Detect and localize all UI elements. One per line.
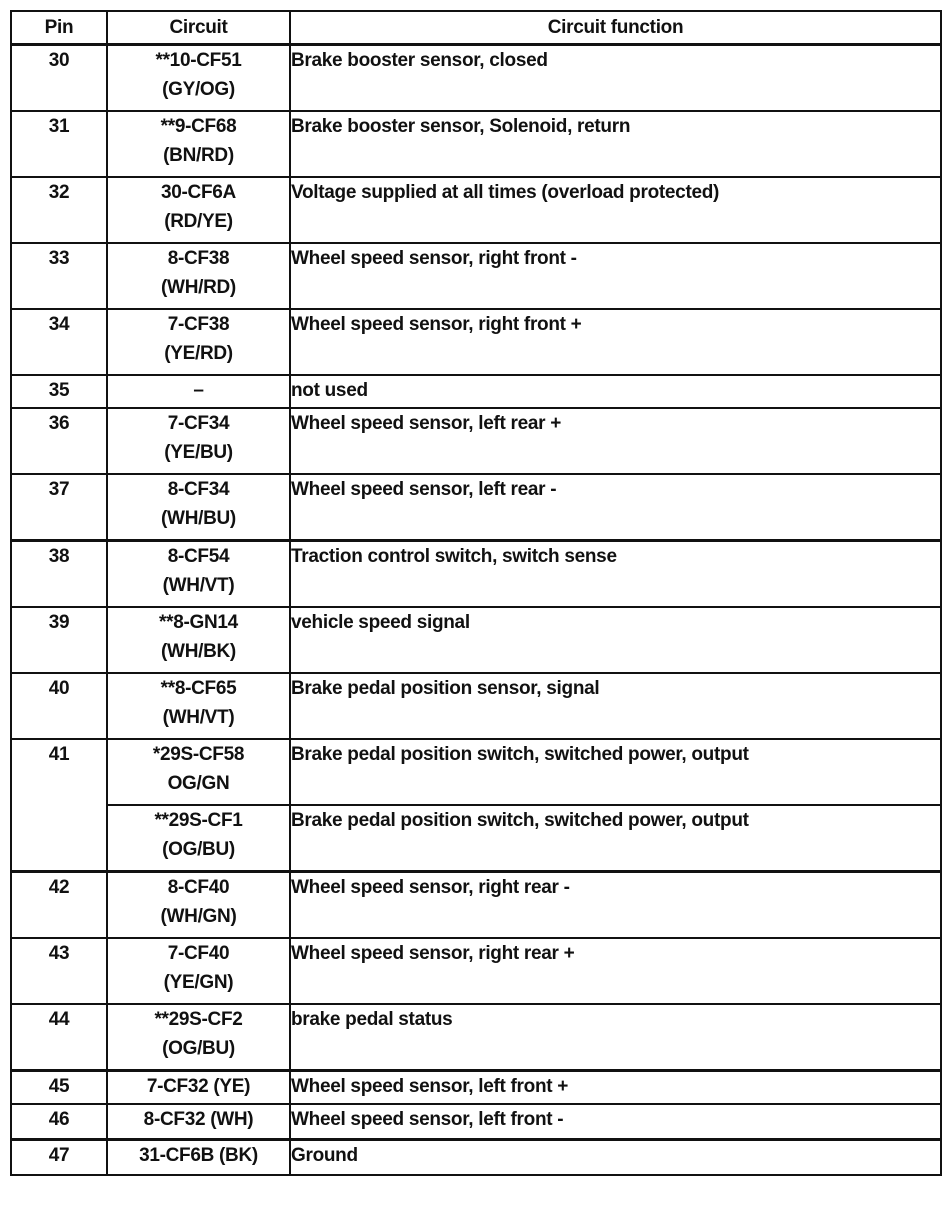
table-row — [11, 673, 941, 739]
pin-number: 43 — [11, 938, 107, 1004]
circuit-id: **8-CF65 — [160, 678, 237, 699]
table-row — [11, 474, 941, 541]
pin-number: 38 — [11, 541, 107, 608]
circuit-function: vehicle speed signal — [290, 607, 941, 673]
circuit-color: (WH/BK) — [161, 641, 236, 662]
table-row — [11, 1104, 941, 1140]
pin-number: 30 — [11, 45, 107, 112]
circuit-cell — [107, 1004, 290, 1071]
circuit-id: 7-CF38 — [167, 314, 230, 335]
circuit-id: – — [193, 380, 204, 401]
circuit-function: Wheel speed sensor, left rear - — [290, 474, 941, 541]
circuit-cell — [107, 408, 290, 474]
circuit-function: Wheel speed sensor, left front + — [290, 1071, 941, 1105]
circuit-function: Wheel speed sensor, right rear + — [290, 938, 941, 1004]
pin-number: 42 — [11, 872, 107, 939]
table-row — [11, 111, 941, 177]
table-row — [11, 177, 941, 243]
table-row — [11, 408, 941, 474]
circuit-cell — [107, 1104, 290, 1140]
circuit-function: Wheel speed sensor, right front + — [290, 309, 941, 375]
circuit-id: 7-CF40 — [167, 943, 230, 964]
table-row — [11, 1071, 941, 1105]
circuit-cell — [107, 1071, 290, 1105]
header-row — [11, 11, 941, 45]
table-row — [11, 739, 941, 805]
circuit-id: 7-CF34 — [167, 413, 230, 434]
circuit-function: Wheel speed sensor, right front - — [290, 243, 941, 309]
pin-number: 39 — [11, 607, 107, 673]
circuit-cell — [107, 739, 290, 805]
circuit-cell — [107, 474, 290, 541]
circuit-function: Brake booster sensor, Solenoid, return — [290, 111, 941, 177]
circuit-id: 31-CF6B (BK) — [139, 1145, 258, 1166]
circuit-cell — [107, 243, 290, 309]
table-row — [11, 607, 941, 673]
pin-number: 36 — [11, 408, 107, 474]
table-row — [11, 872, 941, 939]
circuit-color: (YE/GN) — [163, 972, 234, 993]
circuit-function: Voltage supplied at all times (overload protected) — [290, 177, 941, 243]
circuit-function: Wheel speed sensor, right rear - — [290, 872, 941, 939]
circuit-id: *29S-CF58 — [152, 744, 245, 765]
circuit-color: (RD/YE) — [164, 211, 233, 232]
circuit-function: Wheel speed sensor, left front - — [290, 1104, 941, 1140]
circuit-cell — [107, 309, 290, 375]
table-row — [11, 541, 941, 608]
table-row — [11, 938, 941, 1004]
table-row — [11, 243, 941, 309]
circuit-id: **29S-CF1 — [154, 810, 243, 831]
circuit-function: Brake pedal position switch, switched power, output — [290, 805, 941, 872]
table-row — [11, 805, 941, 872]
header-circuit: Circuit — [107, 11, 290, 45]
pin-number: 31 — [11, 111, 107, 177]
circuit-color: (OG/BU) — [162, 839, 235, 860]
circuit-color: (WH/BU) — [161, 508, 236, 529]
circuit-id: **8-GN14 — [159, 612, 238, 633]
circuit-color: (GY/OG) — [162, 79, 235, 100]
circuit-function: brake pedal status — [290, 1004, 941, 1071]
circuit-cell — [107, 872, 290, 939]
circuit-id: 8-CF32 (WH) — [143, 1109, 254, 1130]
pin-number: 46 — [11, 1104, 107, 1140]
circuit-id: 7-CF32 (YE) — [146, 1076, 251, 1097]
header-function: Circuit function — [290, 11, 941, 45]
circuit-id: 8-CF38 — [167, 248, 230, 269]
circuit-color: (YE/BU) — [164, 442, 233, 463]
circuit-function: Brake pedal position sensor, signal — [290, 673, 941, 739]
circuit-cell — [107, 111, 290, 177]
circuit-cell — [107, 45, 290, 112]
circuit-color: (WH/VT) — [162, 575, 235, 596]
circuit-color: (YE/RD) — [164, 343, 233, 364]
pin-table — [10, 10, 942, 1176]
pin-number: 34 — [11, 309, 107, 375]
pin-number: 35 — [11, 375, 107, 408]
pin-number: 32 — [11, 177, 107, 243]
circuit-cell — [107, 938, 290, 1004]
circuit-function: Wheel speed sensor, left rear + — [290, 408, 941, 474]
circuit-cell — [107, 805, 290, 872]
circuit-id: **10-CF51 — [155, 50, 242, 71]
circuit-id: 8-CF54 — [167, 546, 230, 567]
pin-table-container — [10, 10, 940, 1176]
circuit-color: OG/GN — [167, 773, 230, 794]
circuit-cell — [107, 541, 290, 608]
pin-number: 40 — [11, 673, 107, 739]
circuit-id: **29S-CF2 — [154, 1009, 243, 1030]
circuit-cell — [107, 177, 290, 243]
circuit-color: (OG/BU) — [162, 1038, 235, 1059]
circuit-color: (WH/GN) — [160, 906, 237, 927]
circuit-color: (BN/RD) — [163, 145, 234, 166]
circuit-function: Brake booster sensor, closed — [290, 45, 941, 112]
circuit-id: 8-CF40 — [167, 877, 230, 898]
circuit-id: 30-CF6A — [161, 182, 236, 203]
header-pin: Pin — [11, 11, 107, 45]
pin-number: 33 — [11, 243, 107, 309]
circuit-id: 8-CF34 — [167, 479, 230, 500]
pin-number: 41 — [11, 739, 107, 872]
pin-number: 47 — [11, 1140, 107, 1176]
circuit-function: not used — [290, 375, 941, 408]
table-row — [11, 45, 941, 112]
pin-number: 37 — [11, 474, 107, 541]
circuit-cell — [107, 607, 290, 673]
table-row — [11, 309, 941, 375]
circuit-color: (WH/VT) — [162, 707, 235, 728]
circuit-function: Ground — [290, 1140, 941, 1176]
table-row — [11, 375, 941, 408]
circuit-id: **9-CF68 — [160, 116, 237, 137]
pin-number: 45 — [11, 1071, 107, 1105]
circuit-cell — [107, 673, 290, 739]
table-row — [11, 1140, 941, 1176]
table-row — [11, 1004, 941, 1071]
circuit-function: Traction control switch, switch sense — [290, 541, 941, 608]
circuit-cell — [107, 1140, 290, 1176]
circuit-cell — [107, 375, 290, 408]
pin-number: 44 — [11, 1004, 107, 1071]
circuit-function: Brake pedal position switch, switched power, output — [290, 739, 941, 805]
circuit-color: (WH/RD) — [161, 277, 236, 298]
